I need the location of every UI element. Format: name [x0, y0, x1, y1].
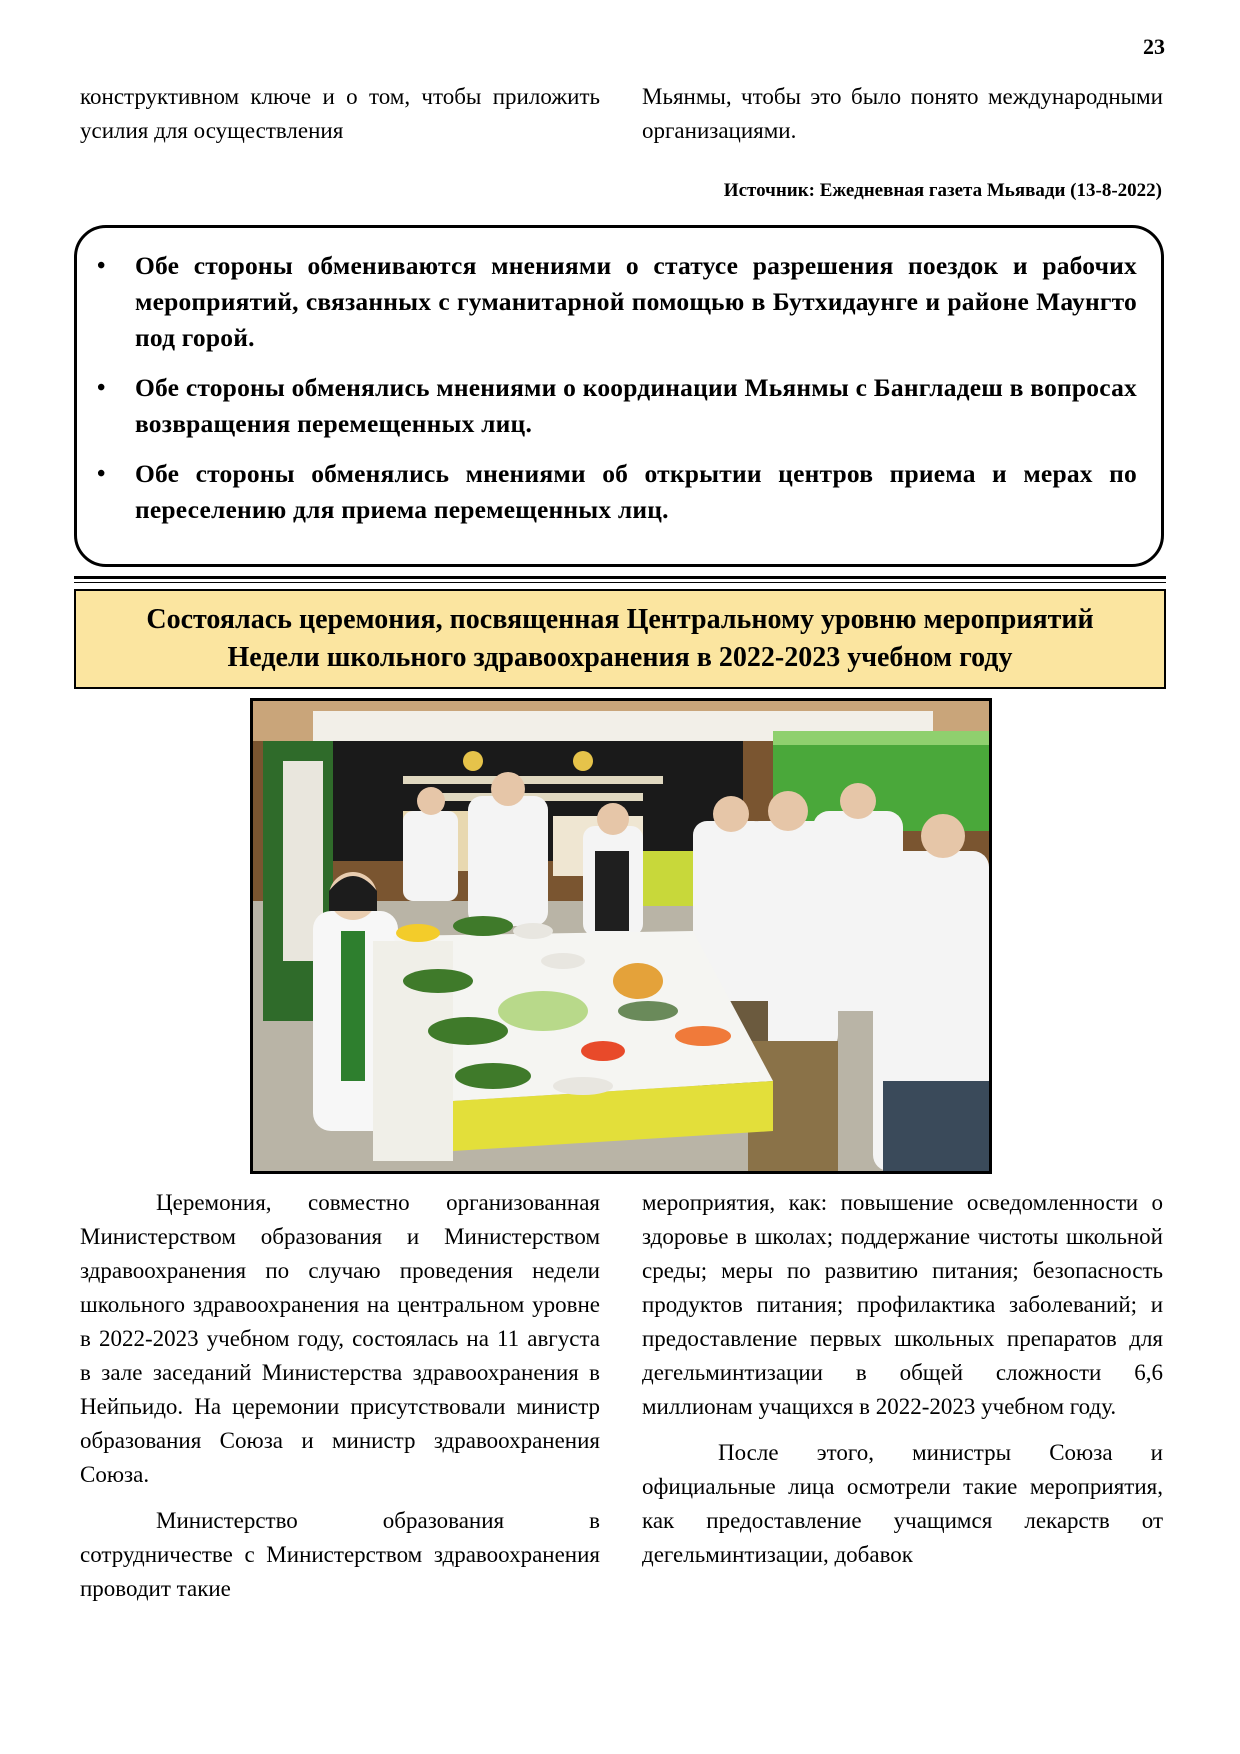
article-paragraph: После этого, министры Союза и официальные лица осмотрели такие мероприятия, как предоставление учащимся лекарств от дегельминтизации, добавок — [642, 1440, 1163, 1567]
article-paragraph: Церемония, совместно организованная Министерством образования и Министерством здравоохранения по случаю проведения недели школьного здравоохранения на центральном уровне в 2022-2023 учебном году, состоялась на 11 августа в зале заседаний Министерства здравоохранения в Нейпьидо. На церемонии присутствовали министр образования Союза и министр здравоохранения Союза. — [80, 1190, 600, 1487]
bullet-item: • Обе стороны обменялись мнениями об открытии центров приема и мерах по переселению для приема перемещенных лиц. — [135, 456, 1137, 528]
top-text-left — [80, 80, 600, 148]
bullet-box — [74, 225, 1164, 567]
bullet-list — [77, 228, 1161, 528]
article-headline — [74, 589, 1166, 689]
headline-line-1: Состоялась церемония, посвященная Центральному уровню мероприятий — [146, 604, 1094, 635]
top-right-paragraph: Мьянмы, чтобы это было понято международными организациями. — [642, 84, 1163, 143]
divider-thick — [74, 576, 1166, 579]
article-paragraph: мероприятия, как: повышение осведомленности о здоровье в школах; поддержание чистоты школьной среды; меры по развитию питания; безопасность продуктов питания; профилактика заболеваний; и предоставление первых школьных препаратов для дегельминтизации в общей сложности 6,6 миллионам учащихся в 2022-2023 учебном году. — [642, 1190, 1163, 1419]
page-number: 23 — [1143, 34, 1165, 59]
article-paragraph: Министерство образования в сотрудничестве с Министерством здравоохранения проводит такие — [80, 1508, 600, 1601]
source-line: Источник: Ежедневная газета Мьявади (13-8-2022) — [723, 180, 1162, 201]
article-column-left — [80, 1186, 600, 1606]
top-text-right — [642, 80, 1163, 148]
ceremony-photo — [250, 698, 992, 1174]
bullet-item: • Обе стороны обменялись мнениями о координации Мьянмы с Бангладеш в вопросах возвращения перемещенных лиц. — [135, 370, 1137, 442]
headline-line-2: Недели школьного здравоохранения в 2022-2023 учебном году — [227, 642, 1013, 673]
top-left-paragraph: конструктивном ключе и о том, чтобы приложить усилия для осуществления — [80, 84, 600, 143]
ceremony-photo-illustration — [253, 701, 989, 1171]
bullet-item: • Обе стороны обмениваются мнениями о статусе разрешения поездок и рабочих мероприятий, связанных с гуманитарной помощью в Бутхидаунге и районе Маунгто под горой. — [135, 248, 1137, 356]
article-column-right — [642, 1186, 1163, 1572]
divider-thin — [74, 582, 1166, 583]
